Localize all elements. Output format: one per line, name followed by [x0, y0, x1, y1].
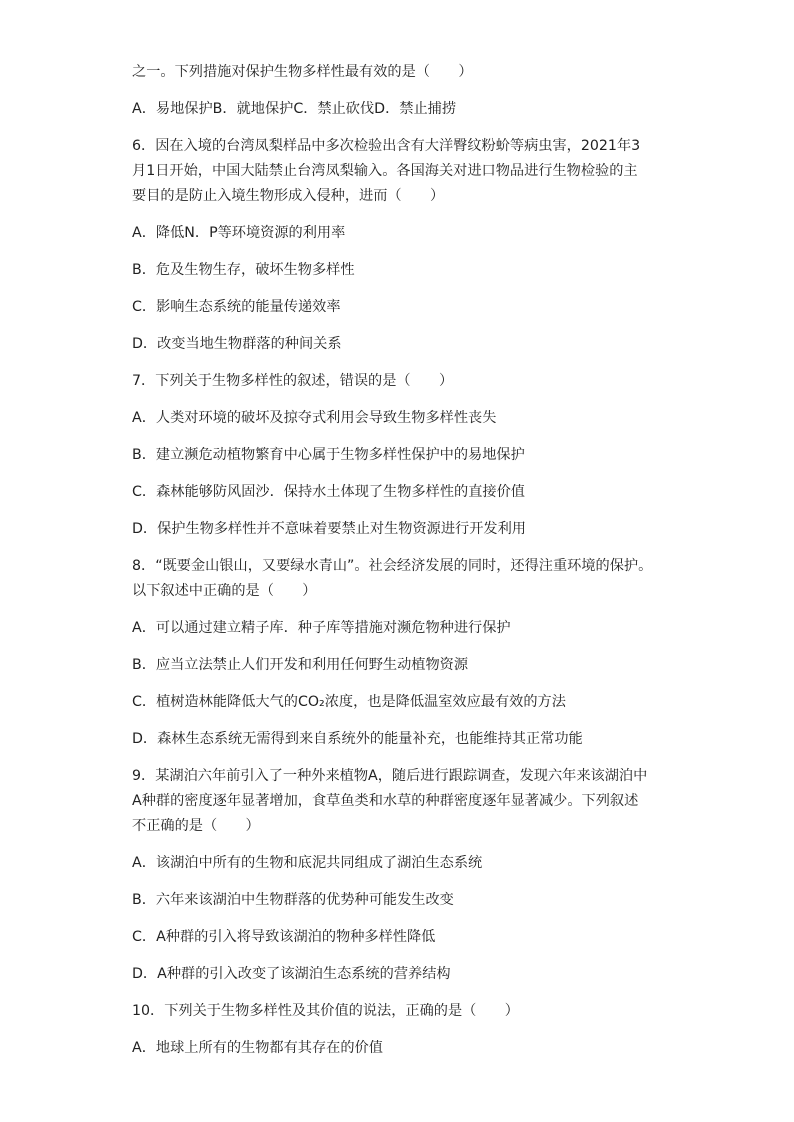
q9-stem-line-1: 9．某湖泊六年前引入了一种外来植物A，随后进行跟踪调查，发现六年来该湖泊中 — [132, 768, 648, 784]
q6-stem-line-1: 6．因在入境的台湾凤梨样品中多次检验出含有大洋臀纹粉蚧等病虫害，2021年3 — [132, 138, 641, 154]
q7-option-b: B．建立濒危动植物繁育中心属于生物多样性保护中的易地保护 — [132, 447, 525, 463]
q6-option-c: C．影响生态系统的能量传递效率 — [132, 299, 341, 315]
q5-options-line: A．易地保护B．就地保护C．禁止砍伐D．禁止捕捞 — [132, 101, 457, 117]
q8-option-d: D．森林生态系统无需得到来自系统外的能量补充，也能维持其正常功能 — [132, 731, 583, 747]
q6-stem-line-2: 月1日开始，中国大陆禁止台湾凤梨输入。各国海关对进口物品进行生物检验的主 — [132, 163, 638, 179]
q8-option-c: C．植树造林能降低大气的CO₂浓度，也是降低温室效应最有效的方法 — [132, 694, 566, 710]
q6-option-d: D．改变当地生物群落的种间关系 — [132, 336, 342, 352]
q10-stem-line: 10．下列关于生物多样性及其价值的说法，正确的是（ ） — [132, 1003, 519, 1019]
q9-stem-line-3: 不正确的是（ ） — [132, 818, 260, 834]
q7-option-a: A．人类对环境的破坏及掠夺式利用会导致生物多样性丧失 — [132, 410, 497, 426]
q6-stem-line-3: 要目的是防止入境生物形成入侵种，进而（ ） — [132, 188, 445, 204]
q8-option-a: A．可以通过建立精子库．种子库等措施对濒危物种进行保护 — [132, 620, 511, 636]
q9-option-a: A．该湖泊中所有的生物和底泥共同组成了湖泊生态系统 — [132, 855, 483, 871]
q7-option-d: D．保护生物多样性并不意味着要禁止对生物资源进行开发利用 — [132, 521, 526, 537]
q8-option-b: B．应当立法禁止人们开发和利用任何野生动植物资源 — [132, 657, 469, 673]
q9-stem-line-2: A种群的密度逐年显著增加，食草鱼类和水草的种群密度逐年显著减少。下列叙述 — [132, 793, 639, 809]
q8-stem-line-2: 以下叙述中正确的是（ ） — [132, 583, 317, 599]
q7-stem-line: 7．下列关于生物多样性的叙述，错误的是（ ） — [132, 373, 454, 389]
q8-stem-line-1: 8．“既要金山银山，又要绿水青山”。社会经济发展的同时，还得注重环境的保护。 — [132, 558, 653, 574]
q6-option-b: B．危及生物生存，破坏生物多样性 — [132, 262, 355, 278]
q9-option-c: C．A种群的引入将导致该湖泊的物种多样性降低 — [132, 929, 436, 945]
q7-option-c: C．森林能够防风固沙．保持水土体现了生物多样性的直接价值 — [132, 484, 525, 500]
q9-option-d: D．A种群的引入改变了该湖泊生态系统的营养结构 — [132, 966, 451, 982]
q6-option-a: A．降低N．P等环境资源的利用率 — [132, 225, 346, 241]
q9-option-b: B．六年来该湖泊中生物群落的优势种可能发生改变 — [132, 892, 454, 908]
q10-option-a: A．地球上所有的生物都有其存在的价值 — [132, 1040, 383, 1056]
q5-stem-line: 之一。下列措施对保护生物多样性最有效的是（ ） — [132, 64, 473, 80]
